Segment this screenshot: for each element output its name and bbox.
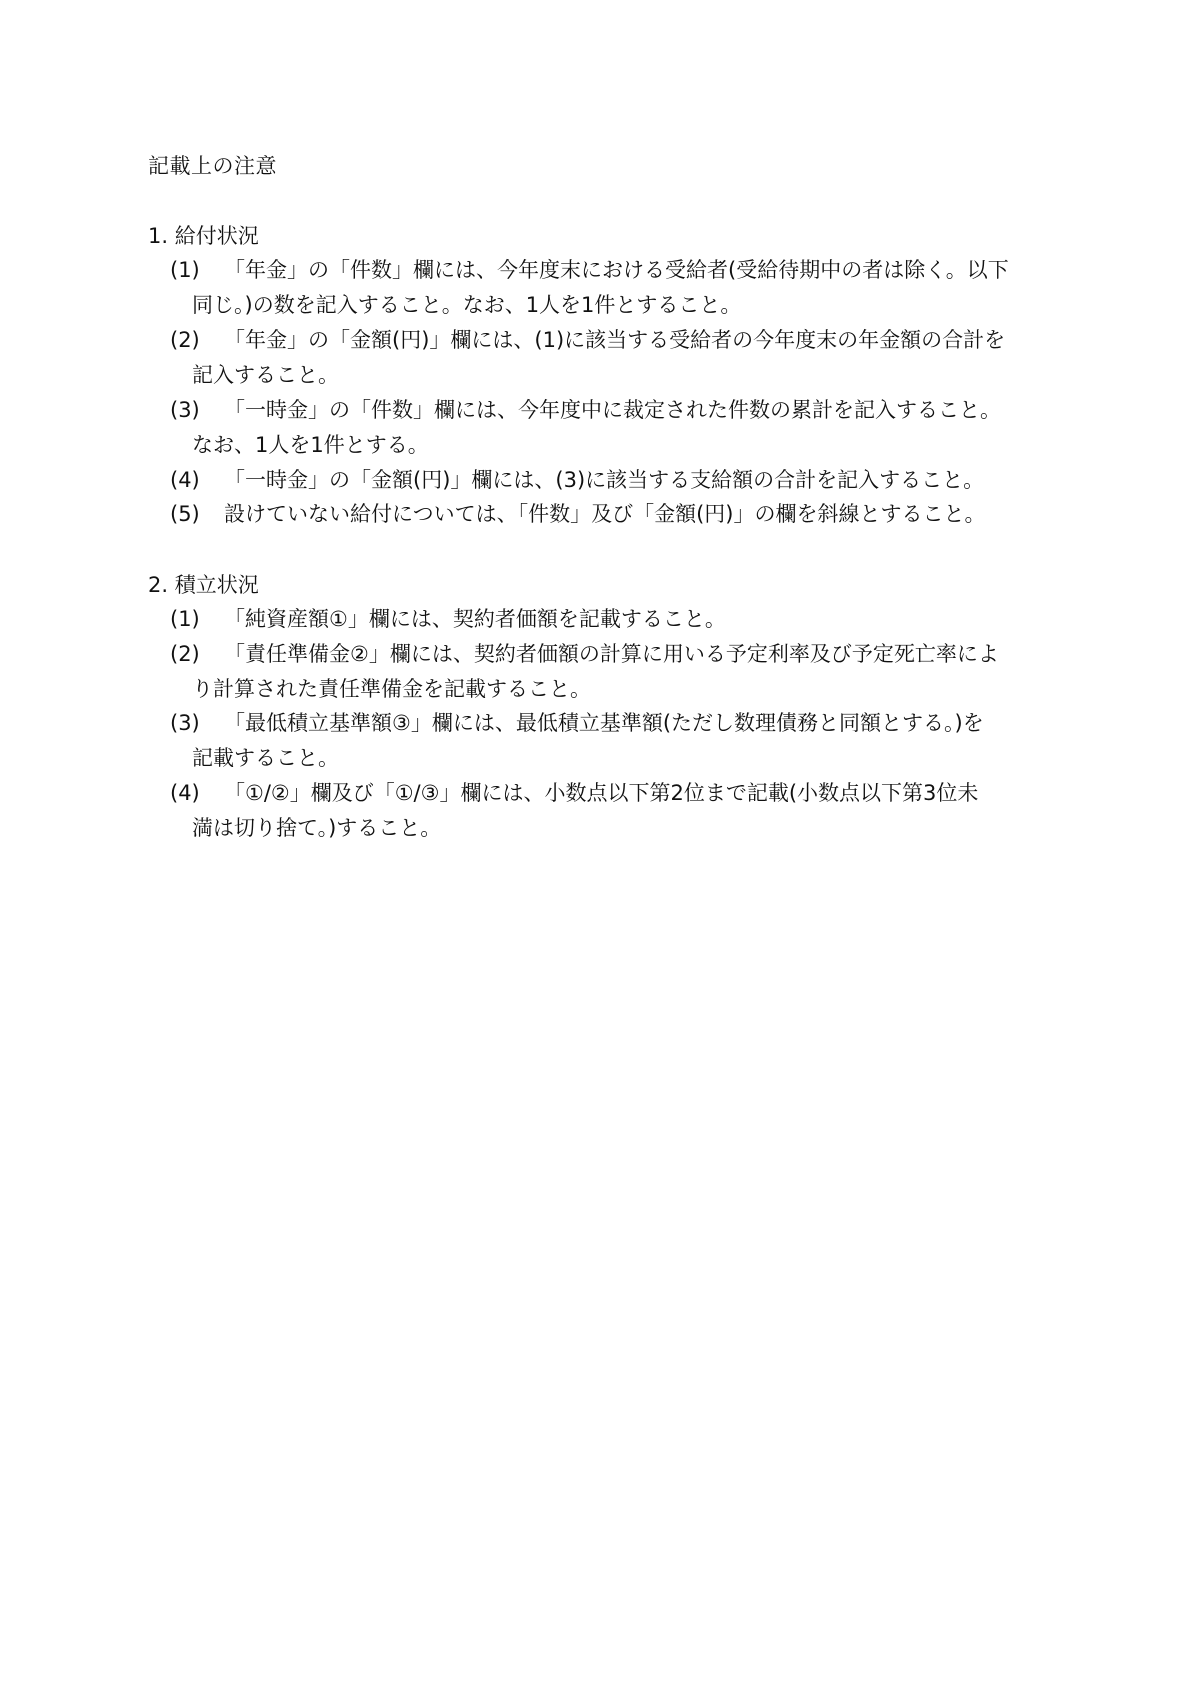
item-text-line: 「責任準備金②」欄には、契約者価額の計算に用いる予定利率及び予定死亡率によ — [224, 642, 999, 666]
item-text-line: 「一時金」の「金額(円)」欄には、(3)に該当する支給額の合計を記入すること。 — [224, 468, 985, 492]
item-number: (3) — [170, 398, 200, 422]
list-item — [170, 253, 1050, 323]
item-text-line: 「最低積立基準額③」欄には、最低積立基準額(ただし数理債務と同額とする。)を — [224, 711, 984, 735]
list-item — [170, 323, 1050, 393]
item-text-line: 「年金」の「件数」欄には、今年度末における受給者(受給待期中の者は除く。以下 — [224, 258, 1009, 282]
page-title: 記載上の注意 — [148, 154, 277, 178]
item-text-line: 設けていない給付については、「件数」及び「金額(円)」の欄を斜線とすること。 — [224, 502, 986, 526]
item-text-line: 同じ。)の数を記入すること。なお、1人を1件とすること。 — [192, 293, 742, 317]
item-number: (5) — [170, 502, 200, 526]
item-number: (3) — [170, 711, 200, 735]
section-heading-benefits: 1. 給付状況 — [148, 224, 259, 248]
item-number: (4) — [170, 781, 200, 805]
item-text-line: り計算された責任準備金を記載すること。 — [192, 677, 591, 701]
item-text-line: なお、1人を1件とする。 — [192, 433, 429, 457]
list-item — [170, 602, 1050, 637]
item-text-line: 「①/②」欄及び「①/③」欄には、小数点以下第2位まで記載(小数点以下第3位未 — [224, 781, 979, 805]
item-text-line: 「純資産額①」欄には、契約者価額を記載すること。 — [224, 607, 726, 631]
item-text-line: 「年金」の「金額(円)」欄には、(1)に該当する受給者の今年度末の年金額の合計を — [224, 328, 1006, 352]
list-item — [170, 637, 1050, 707]
list-item — [170, 393, 1050, 463]
item-number: (2) — [170, 328, 200, 352]
item-text-line: 「一時金」の「件数」欄には、今年度中に裁定された件数の累計を記入すること。 — [224, 398, 1001, 422]
list-item — [170, 776, 1050, 846]
list-item — [170, 497, 1050, 532]
section-heading-funding: 2. 積立状況 — [148, 573, 259, 597]
item-number: (4) — [170, 468, 200, 492]
list-item — [170, 463, 1050, 498]
item-text-line: 満は切り捨て。)すること。 — [192, 816, 442, 840]
item-number: (1) — [170, 258, 200, 282]
list-item — [170, 706, 1050, 776]
item-number: (1) — [170, 607, 200, 631]
item-text-line: 記載すること。 — [192, 746, 339, 770]
item-text-line: 記入すること。 — [192, 363, 339, 387]
item-number: (2) — [170, 642, 200, 666]
